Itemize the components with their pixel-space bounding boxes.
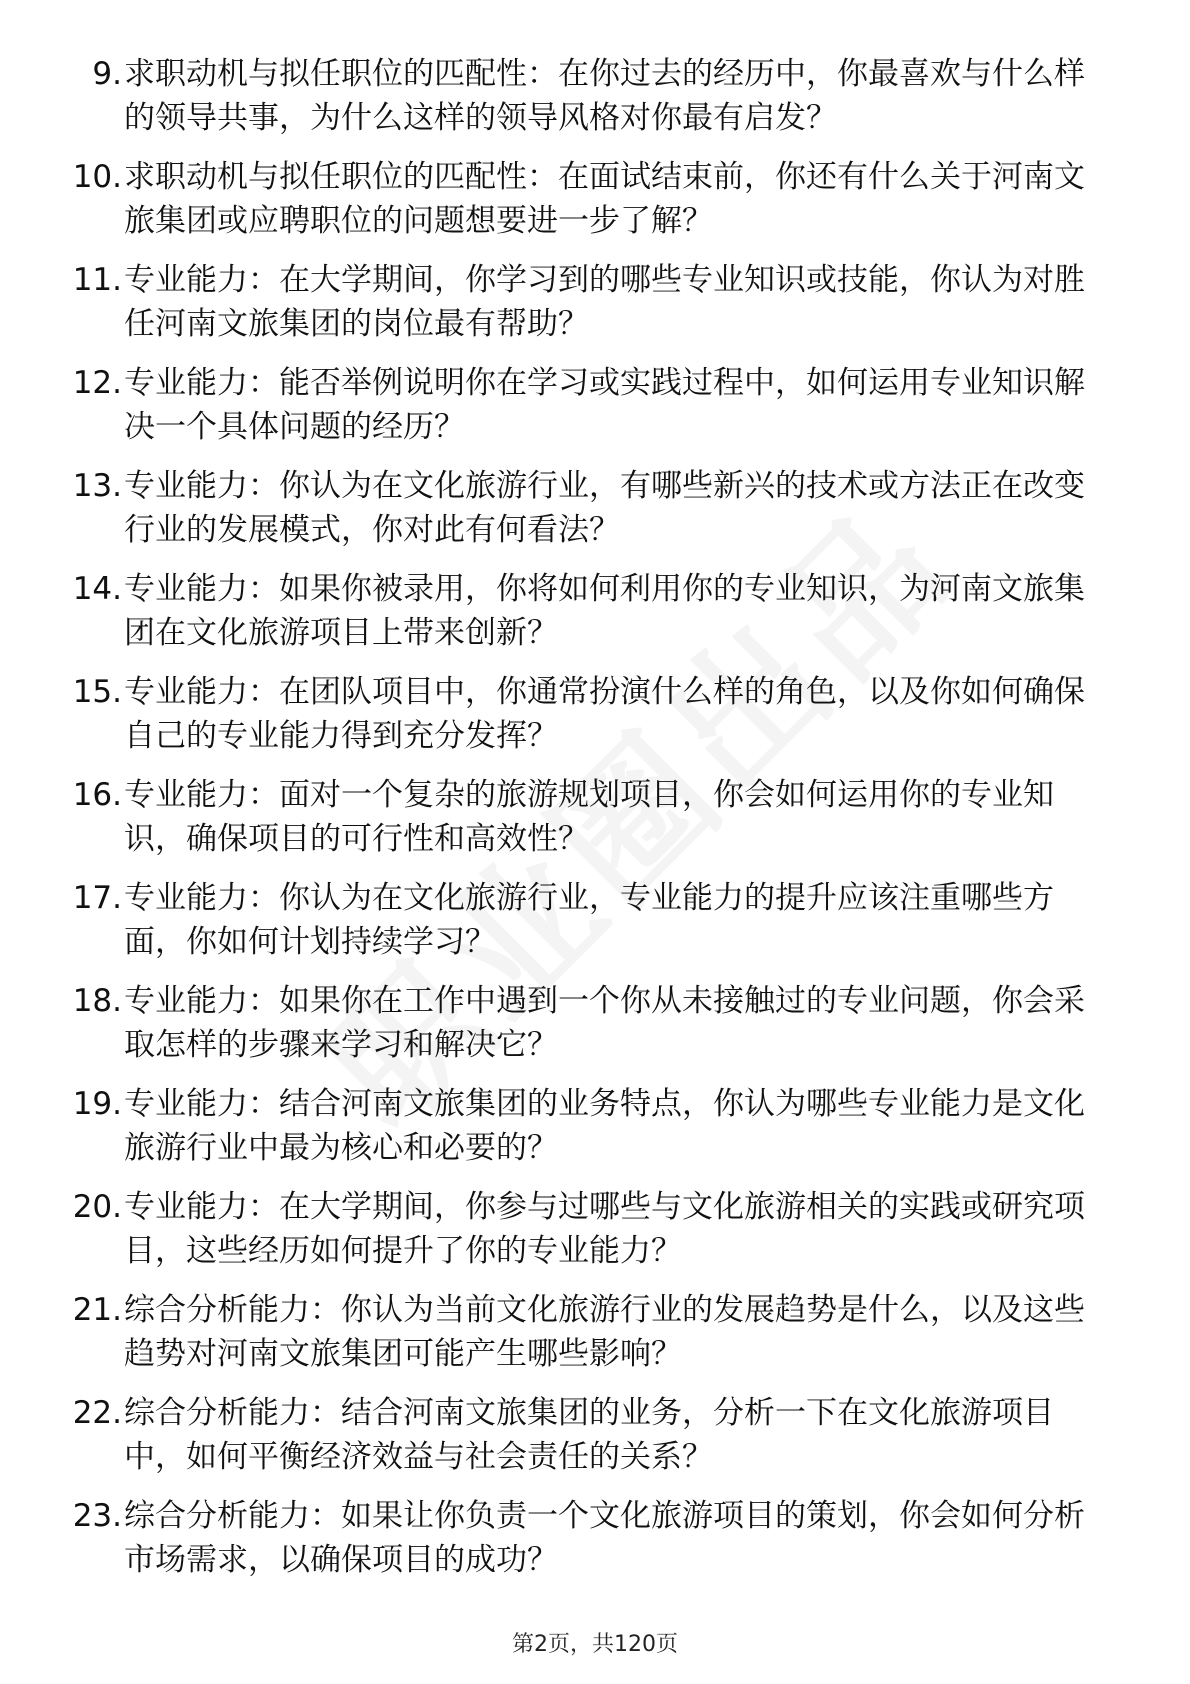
question-number: 10. bbox=[72, 159, 122, 195]
question-number: 20. bbox=[72, 1189, 122, 1225]
question-text: 专业能力：如果你被录用，你将如何利用你的专业知识，为河南文旅集团在文化旅游项目上带来创新？ bbox=[124, 571, 1085, 651]
question-number: 15. bbox=[72, 674, 122, 710]
question-item bbox=[0, 876, 1190, 979]
question-item bbox=[0, 1288, 1190, 1391]
question-item bbox=[0, 1391, 1190, 1494]
question-item bbox=[0, 52, 1190, 155]
question-item bbox=[0, 979, 1190, 1082]
question-text: 专业能力：在团队项目中，你通常扮演什么样的角色，以及你如何确保自己的专业能力得到充分发挥？ bbox=[124, 674, 1085, 754]
question-text: 专业能力：在大学期间，你学习到的哪些专业知识或技能，你认为对胜任河南文旅集团的岗位最有帮助？ bbox=[124, 262, 1085, 342]
question-number: 14. bbox=[72, 571, 122, 607]
question-text: 综合分析能力：如果让你负责一个文化旅游项目的策划，你会如何分析市场需求，以确保项目的成功？ bbox=[124, 1498, 1085, 1578]
question-number: 11. bbox=[72, 262, 122, 298]
question-number: 17. bbox=[72, 880, 122, 916]
question-text: 专业能力：能否举例说明你在学习或实践过程中，如何运用专业知识解决一个具体问题的经历？ bbox=[124, 365, 1085, 445]
question-number: 13. bbox=[72, 468, 122, 504]
question-text: 求职动机与拟任职位的匹配性：在面试结束前，你还有什么关于河南文旅集团或应聘职位的问题想要进一步了解？ bbox=[124, 159, 1085, 239]
question-item bbox=[0, 258, 1190, 361]
question-item bbox=[0, 1082, 1190, 1185]
question-text: 专业能力：在大学期间，你参与过哪些与文化旅游相关的实践或研究项目，这些经历如何提升了你的专业能力？ bbox=[124, 1189, 1085, 1269]
question-number: 9. bbox=[92, 56, 122, 92]
question-item bbox=[0, 361, 1190, 464]
question-list bbox=[0, 52, 1190, 1597]
question-number: 18. bbox=[72, 983, 122, 1019]
question-number: 19. bbox=[72, 1086, 122, 1122]
question-text: 专业能力：如果你在工作中遇到一个你从未接触过的专业问题，你会采取怎样的步骤来学习和解决它？ bbox=[124, 983, 1085, 1063]
question-item bbox=[0, 773, 1190, 876]
question-text: 求职动机与拟任职位的匹配性：在你过去的经历中，你最喜欢与什么样的领导共事，为什么这样的领导风格对你最有启发？ bbox=[124, 56, 1085, 136]
question-text: 综合分析能力：你认为当前文化旅游行业的发展趋势是什么，以及这些趋势对河南文旅集团可能产生哪些影响？ bbox=[124, 1292, 1085, 1372]
question-number: 23. bbox=[72, 1498, 122, 1534]
question-text: 专业能力：你认为在文化旅游行业，有哪些新兴的技术或方法正在改变行业的发展模式，你对此有何看法？ bbox=[124, 468, 1085, 548]
question-item bbox=[0, 1185, 1190, 1288]
question-item bbox=[0, 464, 1190, 567]
question-number: 12. bbox=[72, 365, 122, 401]
question-number: 21. bbox=[72, 1292, 122, 1328]
question-number: 16. bbox=[72, 777, 122, 813]
question-number: 22. bbox=[72, 1395, 122, 1431]
question-text: 专业能力：结合河南文旅集团的业务特点，你认为哪些专业能力是文化旅游行业中最为核心和必要的？ bbox=[124, 1086, 1085, 1166]
question-text: 专业能力：面对一个复杂的旅游规划项目，你会如何运用你的专业知识，确保项目的可行性和高效性？ bbox=[124, 777, 1054, 857]
question-item bbox=[0, 155, 1190, 258]
question-text: 专业能力：你认为在文化旅游行业，专业能力的提升应该注重哪些方面，你如何计划持续学习？ bbox=[124, 880, 1054, 960]
question-item bbox=[0, 670, 1190, 773]
question-text: 综合分析能力：结合河南文旅集团的业务，分析一下在文化旅游项目中，如何平衡经济效益与社会责任的关系？ bbox=[124, 1395, 1054, 1475]
page-footer: 第2页，共120页 bbox=[512, 1632, 678, 1657]
question-item bbox=[0, 567, 1190, 670]
question-item bbox=[0, 1494, 1190, 1597]
